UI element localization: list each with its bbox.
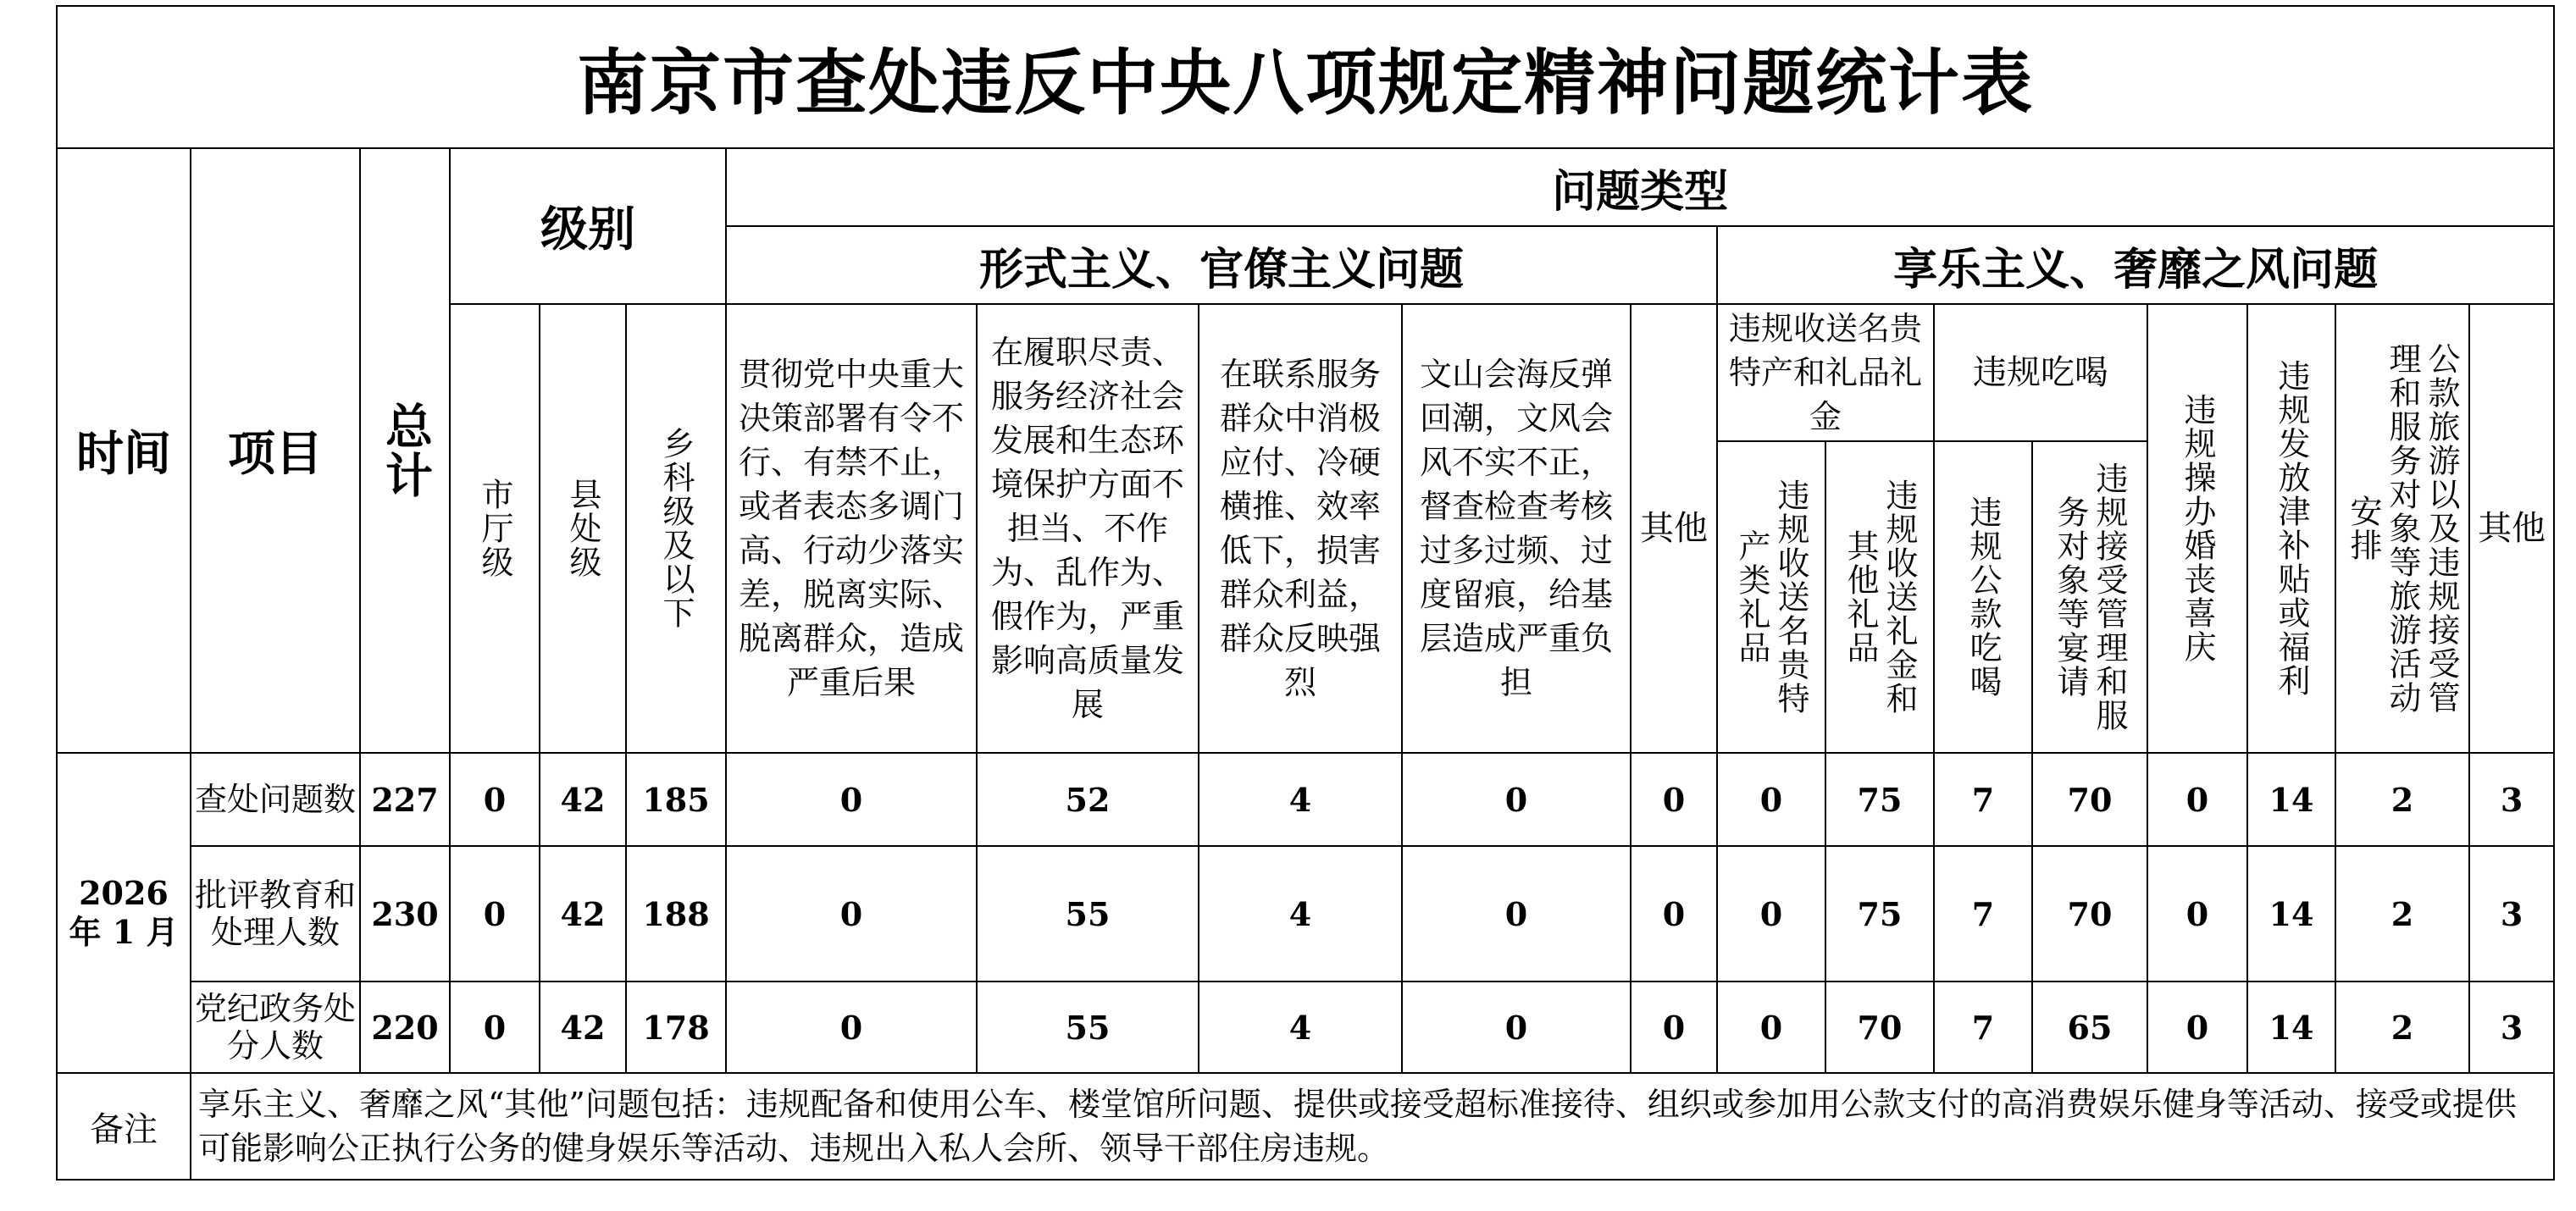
data-cell: 230 — [360, 846, 450, 982]
data-cell: 14 — [2247, 753, 2335, 846]
header-hedonism-group: 享乐主义、奢靡之风问题 — [1717, 226, 2554, 304]
header-hedonism-travel-label: 公款旅游以及违规接受管理和服务对象等旅游活动安排 — [2345, 342, 2460, 715]
data-cell: 4 — [1199, 846, 1402, 982]
header-level-county-label: 县处级 — [564, 478, 601, 579]
header-hedonism-gift-b-label: 违规收送礼金和其他礼品 — [1842, 478, 1918, 716]
data-cell: 0 — [1717, 846, 1825, 982]
table-row — [57, 846, 2554, 982]
data-cell: 0 — [1402, 846, 1631, 982]
table-row — [57, 753, 2554, 846]
data-cell: 0 — [726, 982, 977, 1073]
data-cell: 14 — [2247, 846, 2335, 982]
data-cell: 2 — [2335, 846, 2469, 982]
header-hedonism-wedding — [2147, 304, 2247, 753]
data-cell: 0 — [1402, 753, 1631, 846]
row-label: 查处问题数 — [191, 753, 360, 846]
data-cell: 52 — [977, 753, 1199, 846]
data-cell: 3 — [2469, 846, 2554, 982]
data-cell: 0 — [1631, 846, 1717, 982]
data-cell: 0 — [450, 982, 540, 1073]
data-cell: 42 — [540, 846, 626, 982]
period-cell: 2026 年 1 月 — [57, 753, 191, 1073]
row-label: 批评教育和处理人数 — [191, 846, 360, 982]
data-cell: 2 — [2335, 982, 2469, 1073]
data-cell: 185 — [626, 753, 726, 846]
statistics-table — [56, 5, 2555, 1181]
data-cell: 65 — [2032, 982, 2147, 1073]
data-cell: 3 — [2469, 753, 2554, 846]
data-cell: 0 — [726, 846, 977, 982]
data-cell: 70 — [2032, 753, 2147, 846]
header-level: 级别 — [450, 148, 726, 304]
data-cell: 55 — [977, 846, 1199, 982]
data-cell: 42 — [540, 982, 626, 1073]
data-cell: 220 — [360, 982, 450, 1073]
header-level-town — [626, 304, 726, 753]
data-cell: 70 — [1825, 982, 1934, 1073]
header-total — [360, 148, 450, 753]
header-hedonism-subsidy — [2247, 304, 2335, 753]
note-text: 享乐主义、奢靡之风“其他”问题包括：违规配备和使用公车、楼堂馆所问题、提供或接受超标准接待、组织或参加用公款支付的高消费娱乐健身等活动、接受或提供可能影响公正执行公务的健身娱乐等活动、违规出入私人会所、领导干部住房违规。 — [191, 1073, 2554, 1180]
data-cell: 0 — [1631, 753, 1717, 846]
data-cell: 7 — [1934, 753, 2032, 846]
header-time: 时间 — [57, 148, 191, 753]
data-cell: 2 — [2335, 753, 2469, 846]
header-hedonism-travel — [2335, 304, 2469, 753]
header-formalism-col3: 在联系服务群众中消极应付、冷硬横推、效率低下，损害群众利益，群众反映强烈 — [1199, 304, 1402, 753]
header-hedonism-subsidy-label: 违规发放津补贴或福利 — [2273, 359, 2310, 698]
header-total-label: 总计 — [378, 401, 433, 500]
header-level-town-label: 乡科级及以下 — [657, 427, 695, 630]
data-cell: 178 — [626, 982, 726, 1073]
header-hedonism-gift-a-label: 违规收送名贵特产类礼品 — [1733, 478, 1809, 716]
data-cell: 75 — [1825, 753, 1934, 846]
header-hedonism-dining-b — [2032, 441, 2147, 753]
header-hedonism-dining-a — [1934, 441, 2032, 753]
data-cell: 55 — [977, 982, 1199, 1073]
header-item: 项目 — [191, 148, 360, 753]
data-cell: 0 — [1717, 753, 1825, 846]
data-cell: 227 — [360, 753, 450, 846]
data-cell: 0 — [1631, 982, 1717, 1073]
header-hedonism-gift-b — [1825, 441, 1934, 753]
data-cell: 75 — [1825, 846, 1934, 982]
data-cell: 14 — [2247, 982, 2335, 1073]
header-level-city-label: 市厅级 — [476, 478, 513, 579]
data-cell: 0 — [2147, 982, 2247, 1073]
header-level-county — [540, 304, 626, 753]
table-row — [57, 982, 2554, 1073]
data-cell: 7 — [1934, 982, 2032, 1073]
header-formalism-other: 其他 — [1631, 304, 1717, 753]
data-cell: 0 — [2147, 846, 2247, 982]
header-formalism-col2: 在履职尽责、服务经济社会发展和生态环境保护方面不担当、不作为、乱作为、假作为，严重影响高质量发展 — [977, 304, 1199, 753]
table-title: 南京市查处违反中央八项规定精神问题统计表 — [57, 6, 2554, 148]
header-formalism-col1: 贯彻党中央重大决策部署有令不行、有禁不止，或者表态多调门高、行动少落实差，脱离实际、脱离群众，造成严重后果 — [726, 304, 977, 753]
data-cell: 0 — [726, 753, 977, 846]
header-hedonism-dining-b-label: 违规接受管理和服务对象等宴请 — [2052, 462, 2128, 733]
header-level-city — [450, 304, 540, 753]
header-problem-type: 问题类型 — [726, 148, 2554, 226]
data-cell: 42 — [540, 753, 626, 846]
data-cell: 7 — [1934, 846, 2032, 982]
header-hedonism-dining: 违规吃喝 — [1934, 304, 2147, 441]
header-hedonism-gift-a — [1717, 441, 1825, 753]
data-cell: 0 — [1402, 982, 1631, 1073]
data-cell: 188 — [626, 846, 726, 982]
data-cell: 70 — [2032, 846, 2147, 982]
row-label: 党纪政务处分人数 — [191, 982, 360, 1073]
data-cell: 0 — [450, 753, 540, 846]
header-formalism-col4: 文山会海反弹回潮，文风会风不实不正，督查检查考核过多过频、过度留痕，给基层造成严重负担 — [1402, 304, 1631, 753]
header-hedonism-wedding-label: 违规操办婚丧喜庆 — [2179, 393, 2216, 664]
statistics-table-wrapper — [56, 5, 2546, 1181]
note-label: 备注 — [57, 1073, 191, 1180]
header-hedonism-other: 其他 — [2469, 304, 2554, 753]
data-cell: 0 — [1717, 982, 1825, 1073]
data-cell: 4 — [1199, 982, 1402, 1073]
data-cell: 4 — [1199, 753, 1402, 846]
data-cell: 0 — [2147, 753, 2247, 846]
header-hedonism-gift: 违规收送名贵特产和礼品礼金 — [1717, 304, 1934, 441]
header-formalism-group: 形式主义、官僚主义问题 — [726, 226, 1717, 304]
data-cell: 0 — [450, 846, 540, 982]
data-cell: 3 — [2469, 982, 2554, 1073]
header-hedonism-dining-a-label: 违规公款吃喝 — [1964, 495, 2002, 699]
